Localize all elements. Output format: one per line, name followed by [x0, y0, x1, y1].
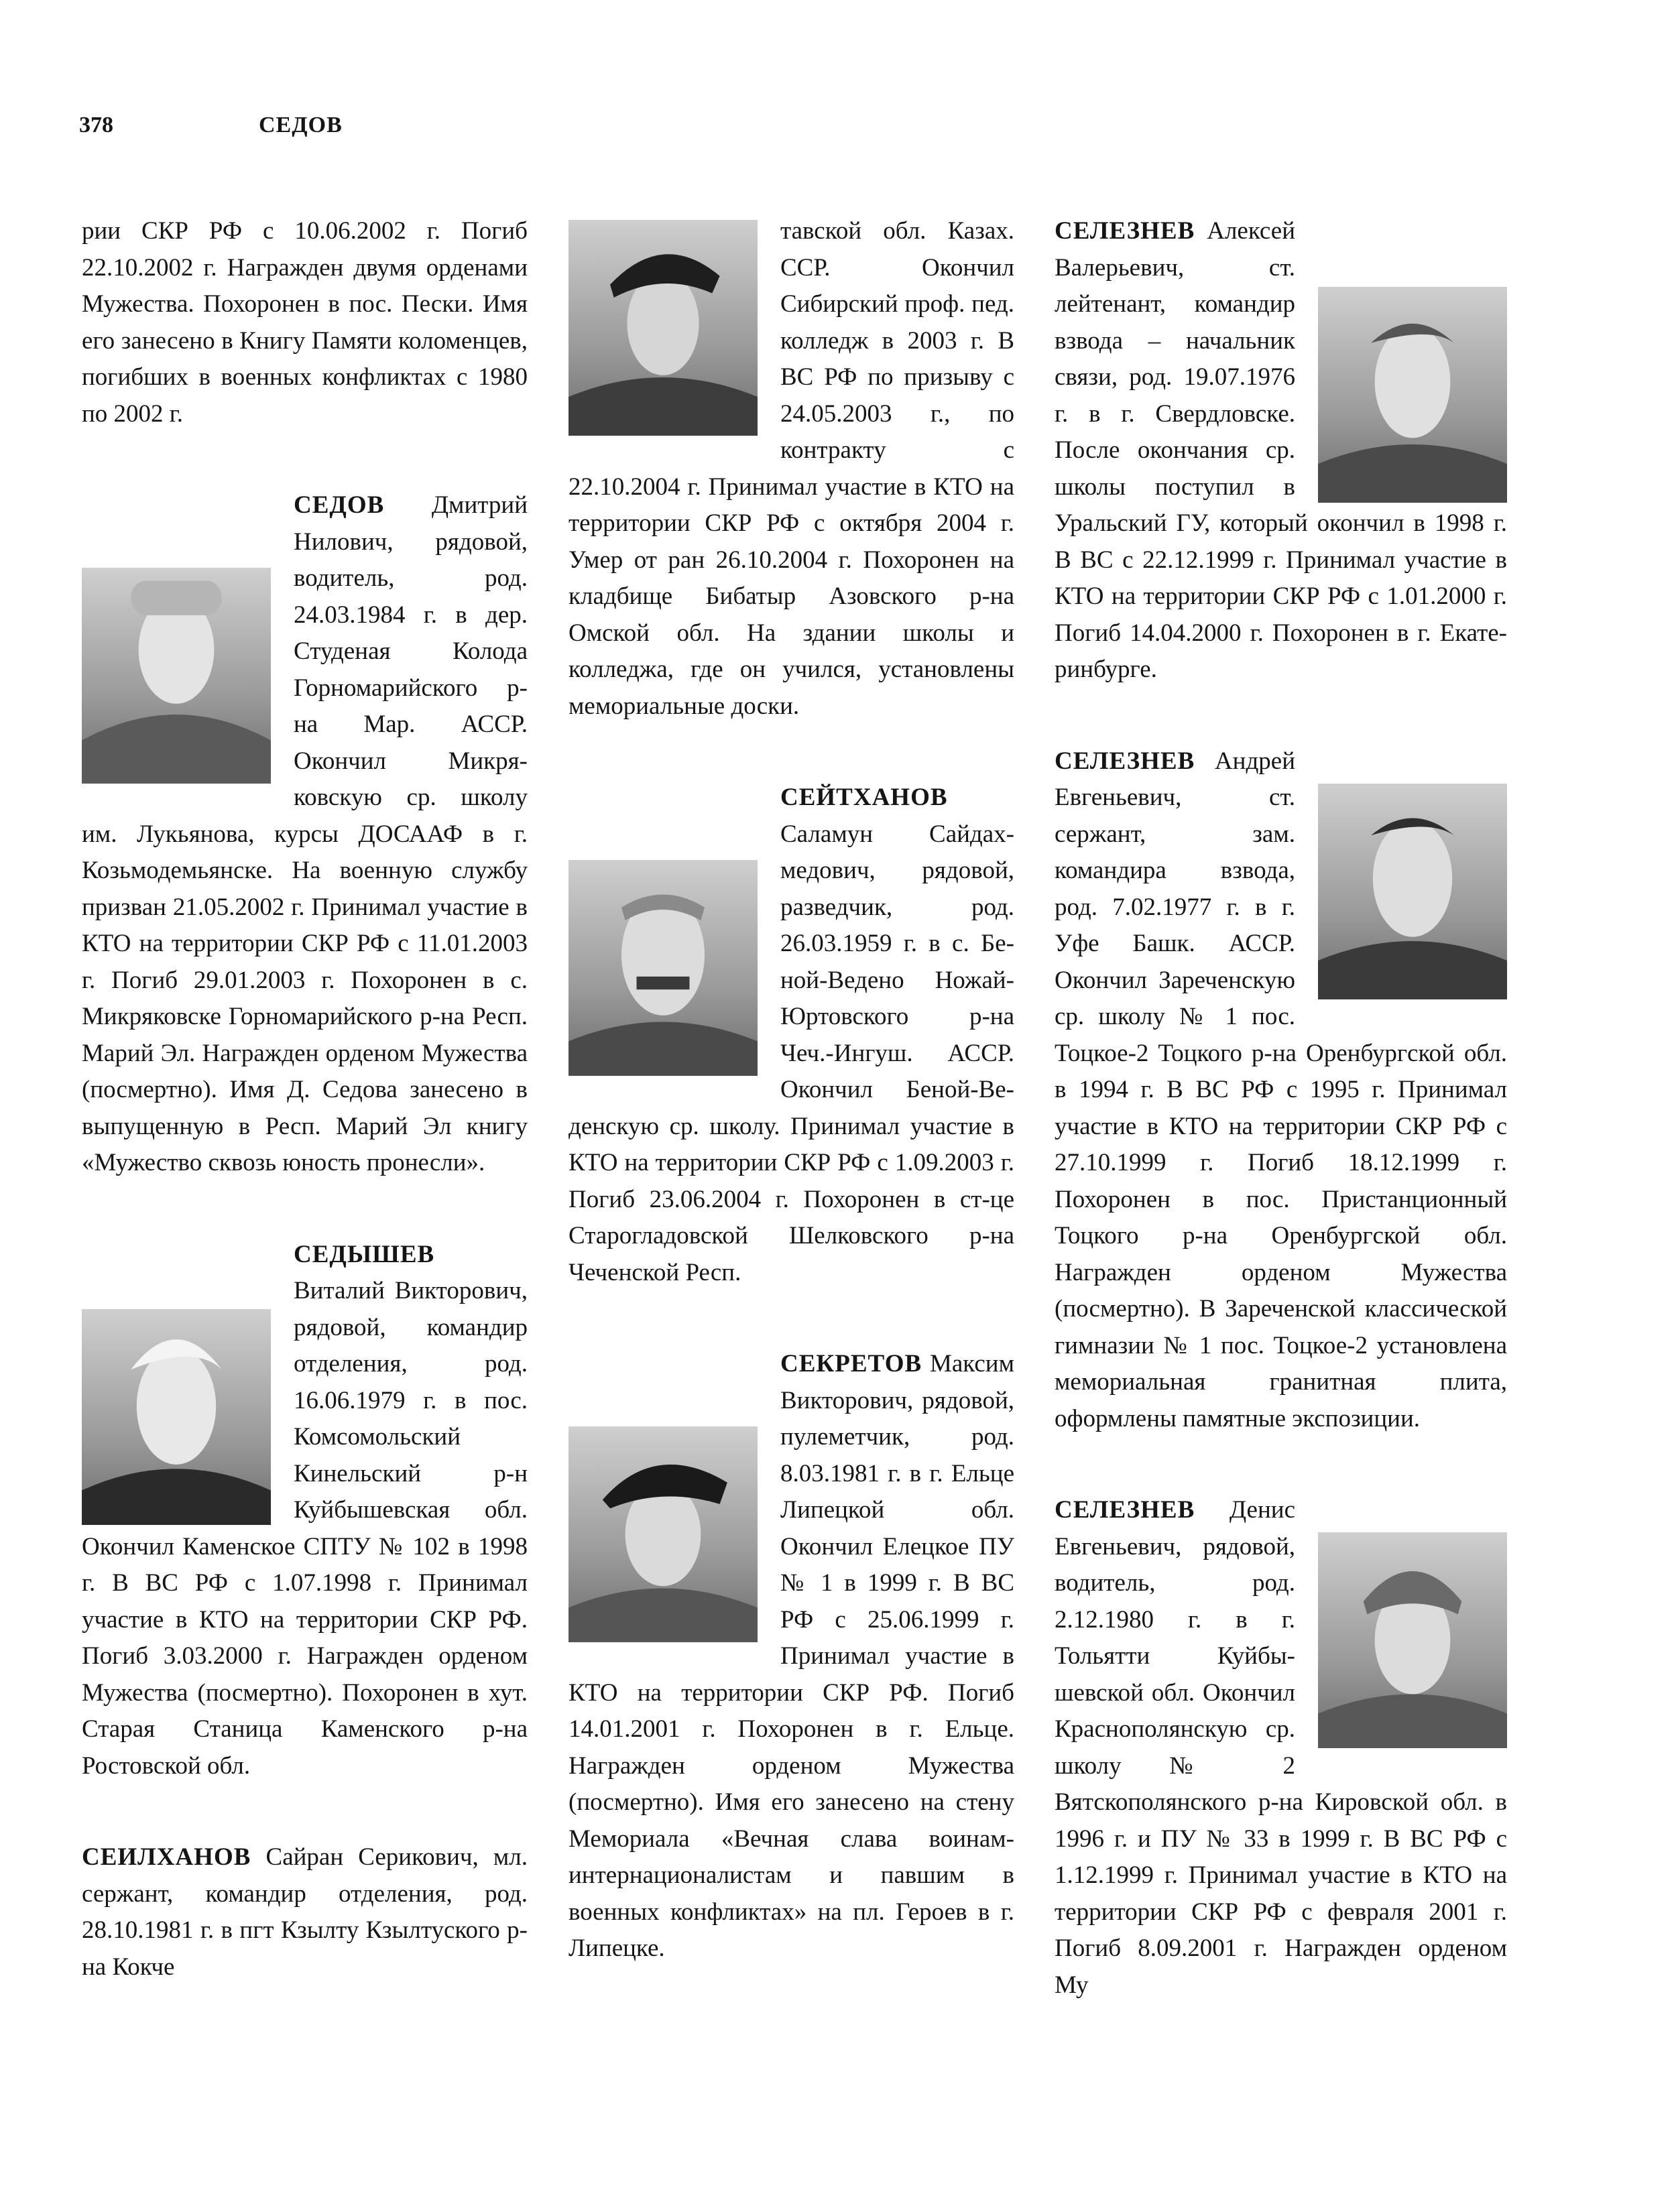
entry-name: СЕЛЕЗНЕВ: [1055, 1496, 1195, 1524]
entry-name: СЕЛЕЗНЕВ: [1055, 747, 1195, 775]
entry-text: Максим Викторович, рядовой, пулеметчик, род. 8.03.1981 г. в г. Ельце Липецкой обл. Окончил Елецкое ПУ № 1 в 1999 г. В ВС РФ с 25.06.1999 г. Принимал участие в КТО на территории СКР РФ. Погиб 14.01.2001 г. Похоронен в г. Ельце. Награжден орденом Мужества (посмертно). Имя его занесено на стену Мемориала «Вечная слава воинам-интернационалистам и павшим в военных конфликтах» на пл. Героев в г. Липецке.: [568, 1350, 1014, 1962]
entry-text: Виталий Викторович, рядовой, командир отделения, род. 16.06.1979 г. в пос. Комсомольский Кинельский р-н Куйбышевская обл. Окончил Каменское СПТУ № 102 в 1998 г. В ВС РФ с 1.07.1998 г. Принимал участие в КТО на территории СКР РФ. Погиб 3.03.2000 г. Награжден орденом Мужества (посмертно). Похоронен в хут. Старая Станица Каменского р-на Ростовской обл.: [82, 1277, 528, 1780]
entry-text: Саламун Сайдахмедович, рядовой, разведчик, род. 26.03.1959 г. в с. Беной-Ведено Ножай-Юртовского р-на Чеч.-Ингуш. АССР. Окончил Беной-Веденскую ср. школу. Принимал участие в КТО на территории СКР РФ с 1.09.2003 г. Погиб 23.06.2004 г. Похоронен в ст-це Старогладовской Шелковского р-на Чеченской Респ.: [568, 820, 1014, 1286]
page-number: 378: [79, 113, 113, 137]
portrait-photo: [82, 1309, 271, 1525]
portrait-photo: [568, 860, 758, 1076]
entry-text: Дмитрий Нилович, рядовой, водитель, род. 24.03.1984 г. в дер. Студеная Колода Горномарийского р-на Мар. АССР. Окончил Микряковскую ср. школу им. Лукьянова, курсы ДОСААФ в г. Козьмодемьянске. На военную службу призван 21.05.2002 г. Принимал участие в КТО на территории СКР РФ с 11.01.2003 г. Погиб 29.01.2003 г. Похоронен в с. Микряковске Горномарийского р-на Респ. Марий Эл. Награжден орденом Мужества (посмертно). Имя Д. Седова занесено в выпущенную в Респ. Марий Эл книгу «Мужество сквозь юность пронесли».: [82, 491, 528, 1176]
portrait-photo: [568, 1426, 758, 1642]
entry-name: СЕИЛХАНОВ: [82, 1843, 251, 1871]
page-header: [79, 113, 343, 138]
column-2: [568, 213, 1014, 1967]
entry-name: СЕЙТХАНОВ: [780, 784, 948, 811]
portrait-photo: [568, 220, 758, 436]
column-1: [82, 213, 528, 1985]
running-title: СЕДОВ: [259, 113, 343, 137]
portrait-photo: [1318, 287, 1507, 503]
continued-text: тавской обл. Казах. ССР. Окончил Сибирский проф. пед. колледж в 2003 г. В ВС РФ по призыву с 24.05.2003 г., по контракту с 22.10.2004 г. Принимал участие в КТО на территории СКР РФ с октября 2004 г. Умер от ран 26.10.2004 г. Похоронен на кладбище Бибатыр Азовского р-на Омской обл. На здании школы и колледжа, где он учился, установлены мемориальные доски.: [568, 217, 1014, 720]
portrait-photo: [1318, 1532, 1507, 1748]
column-3: [1055, 213, 1507, 2004]
entry-text: Андрей Евгеньевич, ст. сержант, зам. командира взвода, род. 7.02.1977 г. в г. Уфе Башк. АССР. Окончил Зареченскую ср. школу № 1 пос. Тоцкое-2 Тоцкого р-на Оренбургской обл. в 1994 г. В ВС РФ с 1995 г. Принимал участие в КТО на территории СКР РФ с 27.10.1999 г. Погиб 18.12.1999 г. Похоронен в пос. Пристанционный Тоцкого р-на Оренбургской обл. Награжден орденом Мужества (посмертно). В Зареченской классической гимназии № 1 пос. Тоцкое-2 установлена мемориальная гранитная плита, оформлены памятные экспозиции.: [1055, 747, 1507, 1432]
continued-text: рии СКР РФ с 10.06.2002 г. Погиб 22.10.2002 г. Награжден двумя орденами Мужества. Похоронен в пос. Пески. Имя его занесено в Книгу Памяти коломенцев, погибших в военных конфликтах с 1980 по 2002 г.: [82, 217, 528, 428]
entry-seilkhanov: [82, 1839, 528, 1985]
entry-text: Алексей Валерьевич, ст. лейтенант, командир взвода – начальник связи, род. 19.07.1976 г. в г. Свердловске. После окончания ср. школы поступил в Уральский ГУ, который окончил в 1998 г. В ВС с 22.12.1999 г. Принимал участие в КТО на территории СКР РФ с 1.01.2000 г. Погиб 14.04.2000 г. Похоронен в г. Екатеринбурге.: [1055, 217, 1507, 683]
entry-name: СЕДОВ: [294, 491, 385, 519]
entry-name: СЕДЫШЕВ: [294, 1240, 435, 1268]
entry-text: Сайран Серикович, мл. сержант, командир отделения, род. 28.10.1981 г. в пгт Кзылту Кзылтуского р-на Кокче: [82, 1843, 528, 1981]
portrait-photo: [82, 568, 271, 784]
entry-name: СЕКРЕТОВ: [780, 1350, 922, 1377]
portrait-photo: [1318, 784, 1507, 999]
entry-name: СЕЛЕЗНЕВ: [1055, 217, 1195, 245]
entry-text: Денис Евгеньевич, рядовой, водитель, род. 2.12.1980 г. в г. Тольятти Куйбышевской обл. Окончил Краснополянскую ср. школу № 2 Вятскополянского р-на Кировской обл. в 1996 г. и ПУ № 33 в 1999 г. В ВС РФ с 1.12.1999 г. Принимал участие в КТО на территории СКР РФ с февраля 2001 г. Погиб 8.09.2001 г. Награжден орденом Му: [1055, 1496, 1507, 1999]
